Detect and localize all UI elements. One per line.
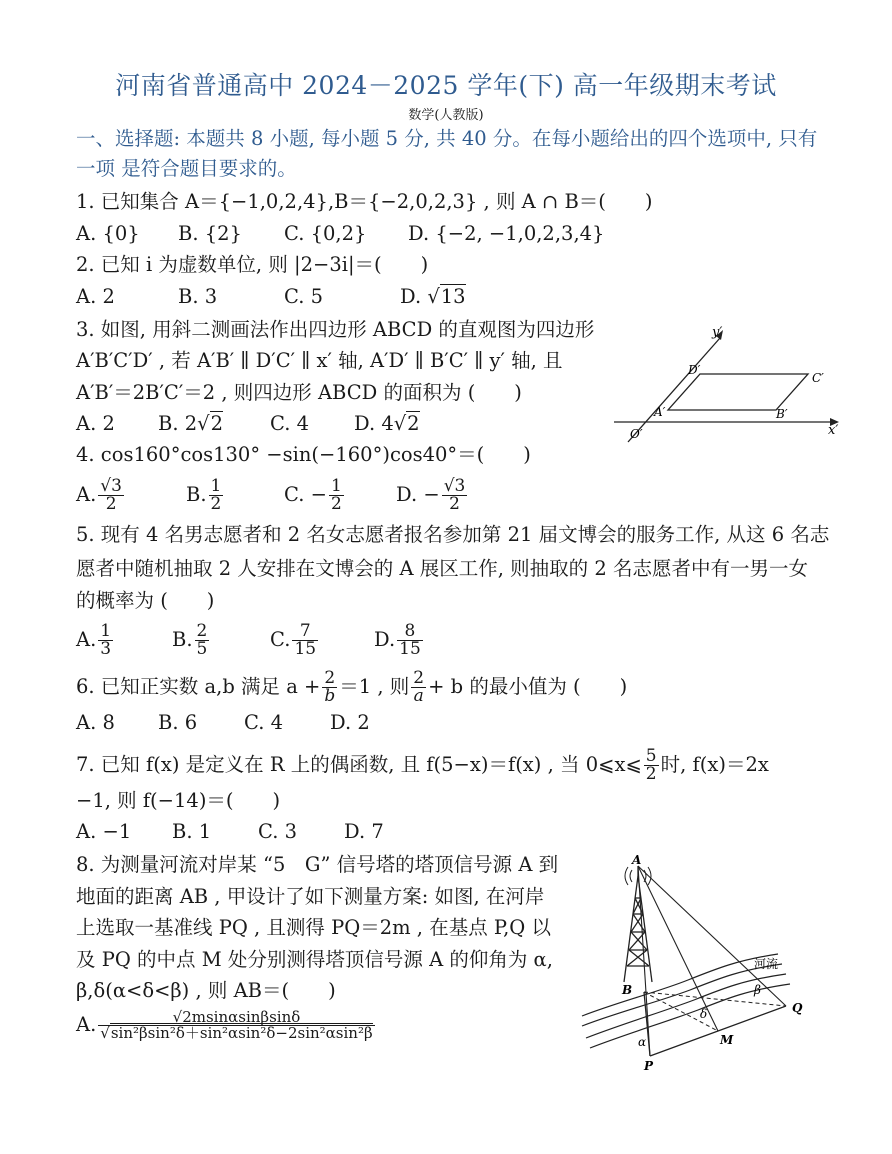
q5-c-num: 7 bbox=[292, 623, 318, 641]
q5-b-fraction bbox=[195, 623, 210, 658]
q8-line2: 地面的距离 AB , 甲设计了如下测量方案: 如图, 在河岸 bbox=[76, 885, 545, 908]
q3-option-b bbox=[158, 410, 223, 438]
q6-fraction-2 bbox=[411, 670, 426, 705]
label-y: y′ bbox=[712, 325, 723, 340]
q2-option-a: A. 2 bbox=[76, 285, 115, 308]
q5-b-num: 2 bbox=[196, 621, 208, 641]
q5-c-fraction bbox=[292, 623, 318, 658]
q6-option-a: A. 8 bbox=[76, 711, 115, 734]
quadrilateral bbox=[668, 374, 808, 410]
q4-d-fraction bbox=[442, 478, 468, 513]
q4-c-num: 1 bbox=[330, 476, 342, 496]
label-b: B bbox=[622, 983, 633, 997]
q3-line1: 3. 如图, 用斜二测画法作出四边形 ABCD 的直观图为四边形 bbox=[76, 318, 595, 341]
q5-d-prefix: D. bbox=[374, 628, 396, 651]
q4-option-b bbox=[186, 478, 225, 513]
q3-option-b-prefix: B. 2√ bbox=[158, 412, 210, 435]
q5-line2: 愿者中随机抽取 2 人安排在文博会的 A 展区工作, 则抽取的 2 名志愿者中有一男一女 bbox=[76, 557, 808, 580]
q1-option-d: D. {−2, −1,0,2,3,4} bbox=[408, 222, 605, 245]
q8-a-den-root: √ bbox=[100, 1024, 110, 1042]
q2-option-d-prefix: D. √ bbox=[400, 285, 440, 308]
q3-option-d bbox=[354, 410, 420, 438]
section-heading-line2: 一项 是符合题目要求的。 bbox=[76, 157, 297, 180]
q7-option-d: D. 7 bbox=[344, 820, 384, 843]
q4-d-num: √3 bbox=[443, 476, 466, 496]
label-b: B′ bbox=[776, 407, 788, 421]
q4-option-c bbox=[284, 478, 346, 513]
q6-f1-num: 2 bbox=[322, 670, 337, 688]
q8-a-fraction bbox=[98, 1010, 374, 1041]
q4-a-den: 2 bbox=[105, 494, 117, 514]
line-aq bbox=[638, 866, 786, 1006]
q6-option-b: B. 6 bbox=[158, 711, 198, 734]
q3-option-d-prefix: D. 4√ bbox=[354, 412, 407, 435]
q5-a-fraction bbox=[98, 623, 113, 658]
q6-fraction-1 bbox=[322, 670, 337, 705]
q5-line3: 的概率为 ( ) bbox=[76, 589, 215, 612]
q4-b-den: 2 bbox=[210, 494, 222, 514]
q5-a-prefix: A. bbox=[76, 628, 97, 651]
q7-option-a: A. −1 bbox=[76, 820, 132, 843]
q2-option-d bbox=[400, 283, 466, 311]
q3-option-d-radicand: 2 bbox=[407, 412, 420, 435]
q5-a-num: 1 bbox=[100, 621, 112, 641]
q4-b-fraction bbox=[209, 478, 224, 513]
q4-option-a bbox=[76, 478, 126, 513]
q5-d-den: 15 bbox=[399, 639, 421, 659]
q3-option-c: C. 4 bbox=[270, 412, 310, 435]
q7-option-c: C. 3 bbox=[258, 820, 298, 843]
label-a: A′ bbox=[654, 405, 666, 419]
signal-tower bbox=[624, 866, 652, 982]
q3-line2: A′B′C′D′ , 若 A′B′ ∥ D′C′ ∥ x′ 轴, A′D′ ∥ B′C′ ∥ y′ 轴, 且 bbox=[76, 349, 563, 372]
q7-fraction bbox=[644, 748, 659, 783]
label-d: D′ bbox=[688, 363, 701, 377]
q4-a-prefix: A. bbox=[76, 483, 97, 506]
q6-stem-mid: ＝1 , 则 bbox=[339, 675, 410, 698]
label-x: x′ bbox=[828, 423, 839, 438]
q7-stem bbox=[76, 748, 769, 783]
q5-a-den: 3 bbox=[100, 639, 112, 659]
q7-f-den: 2 bbox=[645, 764, 657, 784]
q5-c-den: 15 bbox=[294, 639, 317, 659]
exam-subtitle: 数学(人教版) bbox=[408, 108, 484, 123]
label-beta: β bbox=[754, 983, 761, 997]
q4-d-prefix: D. − bbox=[396, 483, 440, 506]
q5-option-c bbox=[270, 623, 320, 658]
q6-option-d: D. 2 bbox=[330, 711, 370, 734]
q2-stem: 2. 已知 i 为虚数单位, 则 |2−3i|＝( ) bbox=[76, 253, 429, 276]
q8-figure bbox=[578, 852, 810, 1072]
q4-b-prefix: B. bbox=[186, 483, 207, 506]
q6-f2-den: a bbox=[413, 686, 424, 706]
q5-d-fraction bbox=[397, 623, 423, 658]
q8-line4: 及 PQ 的中点 M 处分别测得塔顶信号源 A 的仰角为 α, bbox=[76, 948, 553, 971]
q4-c-den: 2 bbox=[330, 494, 342, 514]
label-m: M bbox=[720, 1033, 734, 1047]
section-heading-line1: 一、选择题: 本题共 8 小题, 每小题 5 分, 共 40 分。在每小题给出的四个选项中, 只有 bbox=[76, 127, 818, 150]
q3-line3: A′B′＝2B′C′＝2 , 则四边形 ABCD 的面积为 ( ) bbox=[76, 381, 522, 404]
q5-line1: 5. 现有 4 名男志愿者和 2 名女志愿者报名参加第 21 届文博会的服务工作, 从这 6 名志 bbox=[76, 523, 830, 546]
q5-b-den: 5 bbox=[196, 639, 208, 659]
q4-a-fraction bbox=[98, 478, 124, 513]
q6-f1-den: b bbox=[324, 686, 336, 706]
q4-c-fraction bbox=[329, 478, 344, 513]
q8-line1: 8. 为测量河流对岸某 “5 G” 信号塔的塔顶信号源 A 到 bbox=[76, 853, 559, 876]
q5-option-d bbox=[374, 623, 425, 658]
q7-f-num: 5 bbox=[645, 746, 657, 766]
label-alpha: α bbox=[638, 1035, 647, 1049]
q6-stem bbox=[76, 670, 627, 705]
q7-option-b: B. 1 bbox=[172, 820, 212, 843]
q6-stem-pre: 6. 已知正实数 a,b 满足 a + bbox=[76, 675, 321, 698]
q8-line5: β,δ(α<δ<β) , 则 AB＝( ) bbox=[76, 979, 336, 1002]
q1-option-a: A. {0} bbox=[76, 222, 140, 245]
label-o: O′ bbox=[630, 427, 643, 441]
label-river: 河流 bbox=[754, 957, 779, 971]
q6-stem-post: + b 的最小值为 ( ) bbox=[428, 675, 628, 698]
q5-d-num: 8 bbox=[397, 623, 423, 641]
q8-a-prefix: A. bbox=[76, 1013, 97, 1036]
exam-title: 河南省普通高中 2024－2025 学年(下) 高一年级期末考试 bbox=[115, 71, 777, 100]
q7-stem-pre: 7. 已知 f(x) 是定义在 R 上的偶函数, 且 f(5−x)＝f(x) , 当 0⩽x⩽ bbox=[76, 753, 642, 776]
q7-line2: −1, 则 f(−14)＝( ) bbox=[76, 789, 281, 812]
q1-stem: 1. 已知集合 A＝{−1,0,2,4},B＝{−2,0,2,3} , 则 A ∩ B＝( ) bbox=[76, 190, 653, 213]
q4-option-d bbox=[396, 478, 469, 513]
q2-option-b: B. 3 bbox=[178, 285, 218, 308]
q4-d-den: 2 bbox=[449, 494, 460, 514]
q3-option-b-radicand: 2 bbox=[210, 412, 223, 435]
q8-line3: 上选取一基准线 PQ , 且测得 PQ＝2m , 在基点 P,Q 以 bbox=[76, 916, 551, 939]
q8-a-num: √2msinαsinβsinδ bbox=[98, 1010, 374, 1026]
q5-option-b bbox=[172, 623, 211, 658]
q5-b-prefix: B. bbox=[172, 628, 193, 651]
q2-option-c: C. 5 bbox=[284, 285, 324, 308]
label-c: C′ bbox=[812, 371, 824, 385]
q3-option-a: A. 2 bbox=[76, 412, 115, 435]
q2-option-d-radicand: 13 bbox=[440, 285, 466, 308]
q7-stem-post: 时, f(x)＝2x bbox=[660, 753, 769, 776]
q6-f2-num: 2 bbox=[413, 668, 425, 688]
q5-option-a bbox=[76, 623, 115, 658]
label-q: Q bbox=[792, 1001, 803, 1015]
q4-stem: 4. cos160°cos130° −sin(−160°)cos40°＝( ) bbox=[76, 443, 531, 466]
label-delta: δ bbox=[700, 1007, 708, 1021]
q6-option-c: C. 4 bbox=[244, 711, 284, 734]
label-p: P bbox=[644, 1059, 654, 1072]
q4-a-num: √3 bbox=[100, 476, 122, 496]
q1-option-b: B. {2} bbox=[178, 222, 242, 245]
q5-c-prefix: C. bbox=[270, 628, 291, 651]
q8-a-den-wrap bbox=[98, 1026, 374, 1041]
label-a: A bbox=[632, 853, 642, 867]
q1-option-c: C. {0,2} bbox=[284, 222, 367, 245]
q3-figure bbox=[608, 318, 848, 448]
q4-c-prefix: C. − bbox=[284, 483, 327, 506]
q8-a-den: sin²βsin²δ＋sin²αsin²δ−2sin²αsin²β bbox=[110, 1024, 373, 1042]
q4-b-num: 1 bbox=[210, 476, 222, 496]
river-bank-1 bbox=[582, 954, 778, 1016]
q8-option-a bbox=[76, 1010, 377, 1041]
